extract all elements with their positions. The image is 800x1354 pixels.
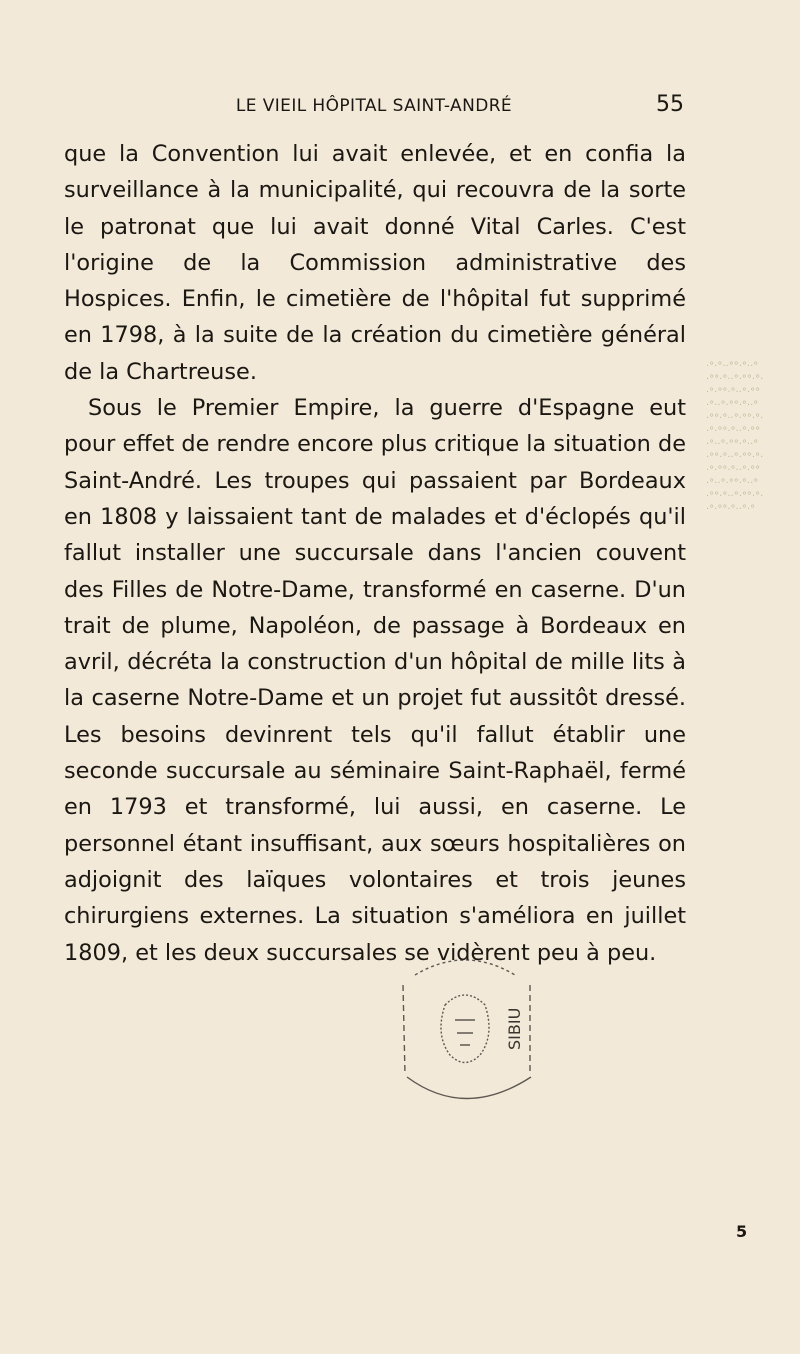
bleed-through-dots: ·°·°··°°·°··°·°°·°··°·°°·°··°·°°·°··°·°°·°··°·°°·°··°·°°·°··°·°°·°··°·°°·°··°·°°·°··°·°°·°··°·°°·°··°·°°·°··°·°°·°··°·°°·°··°·°°·°··°·°°·°··°·°°·°··°·°°·°··°·° (706, 361, 764, 515)
paragraph: Sous le Premier Empire, la guerre d'Espagne eut pour effet de rendre encore plus critique la situation de Saint-André. Les troupes qui passaient par Bordeaux en 1808 y laissaient tant de malades et d'éclopés qu'il fallut installer une succursale dans l'ancien couvent des Filles de Notre-Dame, transformé en caserne. D'un trait de plume, Napoléon, de passage à Bordeaux en avril, décréta la construction d'un hôpital de mille lits à la caserne Notre-Dame et un projet fut aussitôt dressé. Les besoins devinrent tels qu'il fallut établir une seconde succursale au séminaire Saint-Raphaël, fermé en 1793 et transformé, lui aussi, en caserne. Le personnel étant insuffisant, aux sœurs hospitalières on adjoignit des laïques volontaires et trois jeunes chirurgiens externes. La situation s'améliora en juillet 1809, et les deux succursales se vidèrent peu à peu. (64, 395, 686, 966)
running-head-title: LE VIEIL HÔPITAL SAINT-ANDRÉ (235, 96, 513, 116)
library-stamp (385, 945, 545, 1115)
signature-mark: 5 (736, 1222, 748, 1241)
paragraph: que la Convention lui avait enlevée, et en confia la surveillance à la municipalité, qui recouvra de la sorte le patronat que lui avait donné Vital Carles. C'est l'origine de la Commission administrative des Hospices. Enfin, le cimetière de l'hôpital fut supprimé en 1798, à la suite de la création du cimetière général de la Chartreuse. (64, 141, 686, 385)
stamp-lettering: SIBIU (505, 1007, 524, 1050)
body-text (64, 136, 686, 971)
running-head (64, 92, 684, 122)
page-number: 55 (656, 92, 684, 117)
